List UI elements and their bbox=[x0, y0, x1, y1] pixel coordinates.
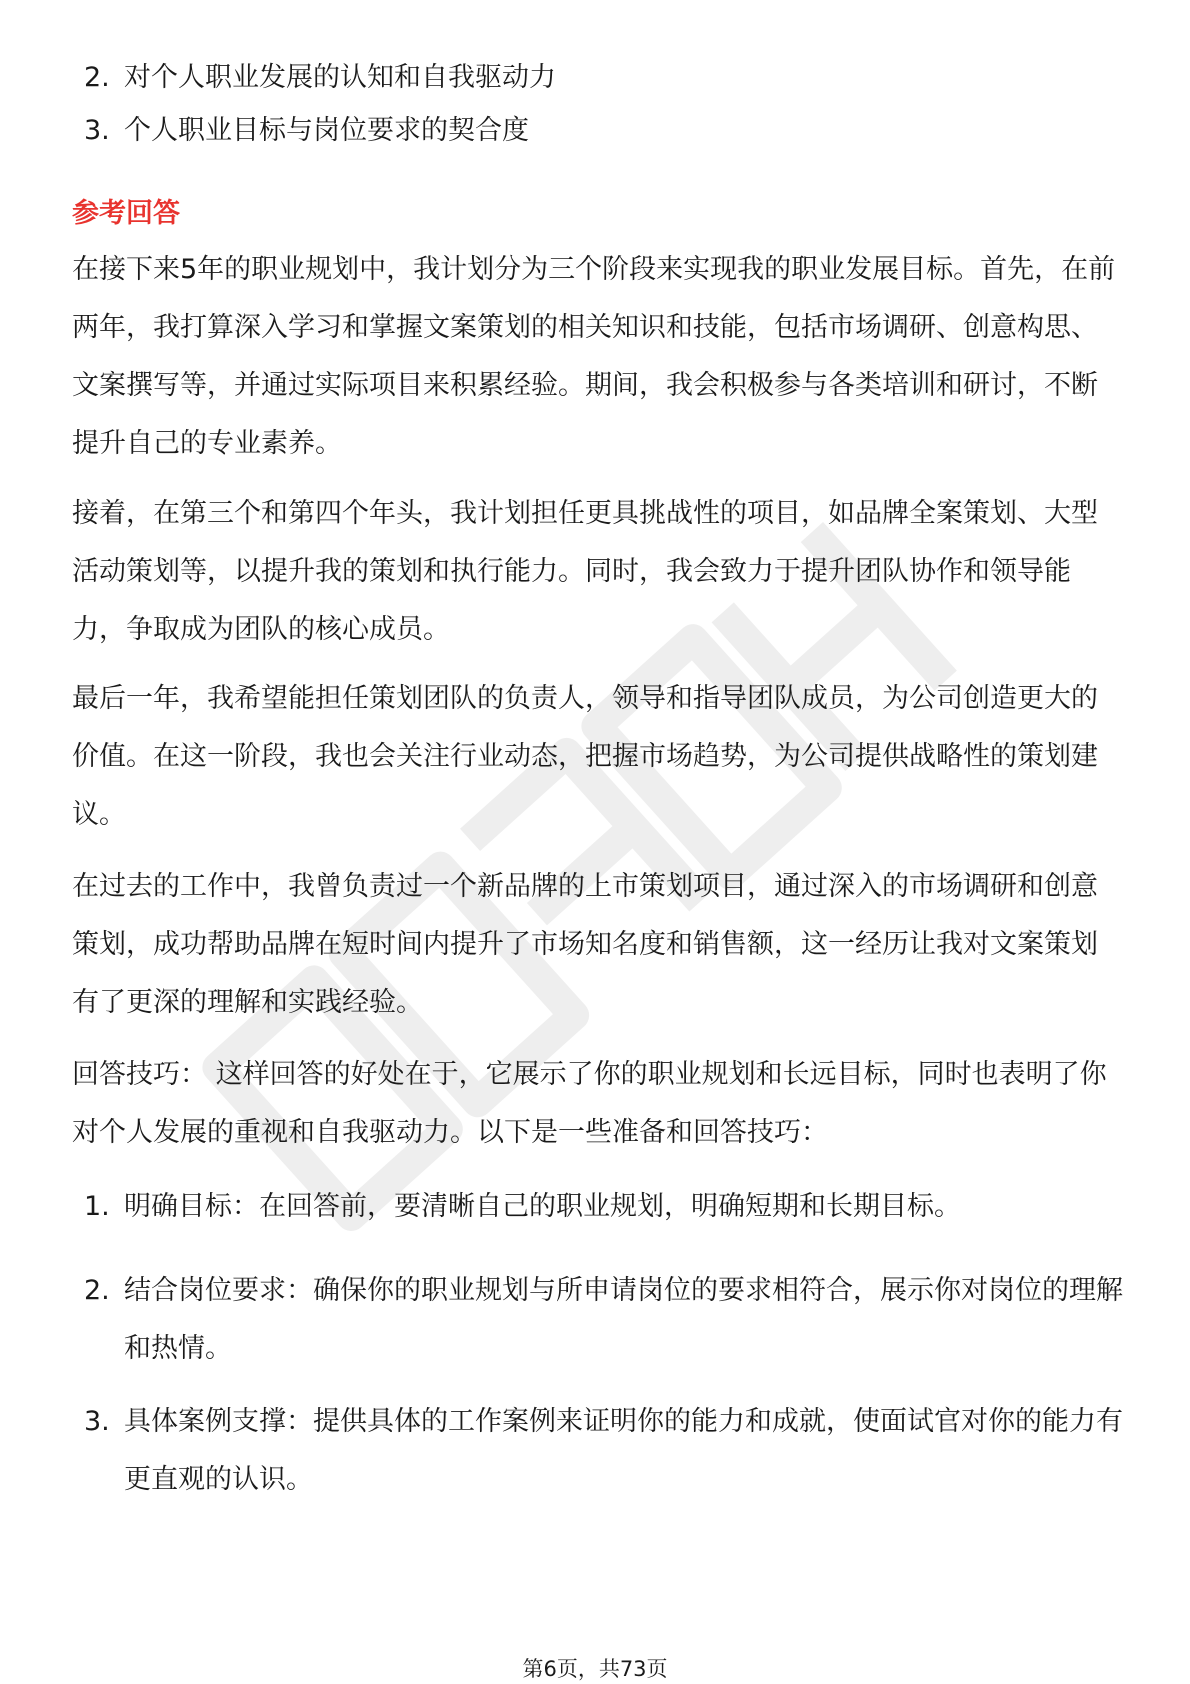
answer-paragraph: 在过去的工作中，我曾负责过一个新品牌的上市策划项目，通过深入的市场调研和创意策划，成功帮助品牌在短时间内提升了市场知名度和销售额，这一经历让我对文案策划有了更深的理解和实践经验。 bbox=[72, 871, 1098, 1018]
answer-paragraph: 最后一年，我希望能担任策划团队的负责人，领导和指导团队成员，为公司创造更大的价值。在这一阶段，我也会关注行业动态，把握市场趋势，为公司提供战略性的策划建议。 bbox=[72, 683, 1098, 830]
top-list-item: 3. 个人职业目标与岗位要求的契合度 bbox=[84, 115, 529, 146]
page-number: 第6页，共73页 bbox=[522, 1657, 668, 1681]
answer-paragraph: 在接下来5年的职业规划中，我计划分为三个阶段来实现我的职业发展目标。首先，在前两年，我打算深入学习和掌握文案策划的相关知识和技能，包括市场调研、创意构思、文案撰写等，并通过实际项目来积累经验。期间，我会积极参与各类培训和研讨，不断提升自己的专业素养。 bbox=[72, 254, 1116, 459]
section-heading: 参考回答 bbox=[72, 198, 180, 229]
tips-intro-paragraph: 回答技巧： 这样回答的好处在于，它展示了你的职业规划和长远目标，同时也表明了你对个人发展的重视和自我驱动力。以下是一些准备和回答技巧： bbox=[72, 1059, 1107, 1148]
document-page: 2. 对个人职业发展的认知和自我驱动力 3. 个人职业目标与岗位要求的契合度 参考回答 在接下来5年的职业规划中，我计划分为三个阶段来实现我的职业发展目标。首先，在前两年，我打算深入学习和掌握文案策划的相关知识和技能，包括市场调研、创意构思、文案撰写等，并通过实际项目来积累经验。期间，我会积极参与各类培训和研讨，不断提升自己的专业素养。 接着，在第三个和第四个年头，我计划担任更具挑战性的项目，如品牌全案策划、大型活动策划等，以提升我的策划和执行能力。同时，我会致力于提升团队协作和领导能力，争取成为团队的核心成员。 最后一年，我希望能担任策划团队的负责人，领导和指导团队成员，为公司创造更大的价值。在这一阶段，我也会关注行业动态，把握市场趋势，为公司提供战略性的策划建议。 在过去的工作中，我曾负责过一个新品牌的上市策划项目，通过深入的市场调研和创意策划，成功帮助品牌在短时间内提升了市场知名度和销售额，这一经历让我对文案策划有了更深的理解和实践经验。 回答技巧： 这样回答的好处在于，它展示了你的职业规划和长远目标，同时也表明了你对个人发展的重视和自我驱动力。以下是一些准备和回答技巧： 1. 明确目标：在回答前，要清晰自己的职业规划，明确短期和长期目标。 2. 结合岗位要求：确保你的职业规划与所申请岗位的要求相符合，展示你对岗位的理解和热情。 3. 具体案例支撑：提供具体的工作案例来证明你的能力和成就，使面试官对你的能力有更直观的认识。 第6页，共73页 bbox=[0, 0, 1190, 1684]
top-list-item: 2. 对个人职业发展的认知和自我驱动力 bbox=[84, 62, 556, 93]
answer-paragraph: 接着，在第三个和第四个年头，我计划担任更具挑战性的项目，如品牌全案策划、大型活动策划等，以提升我的策划和执行能力。同时，我会致力于提升团队协作和领导能力，争取成为团队的核心成员。 bbox=[72, 498, 1098, 645]
